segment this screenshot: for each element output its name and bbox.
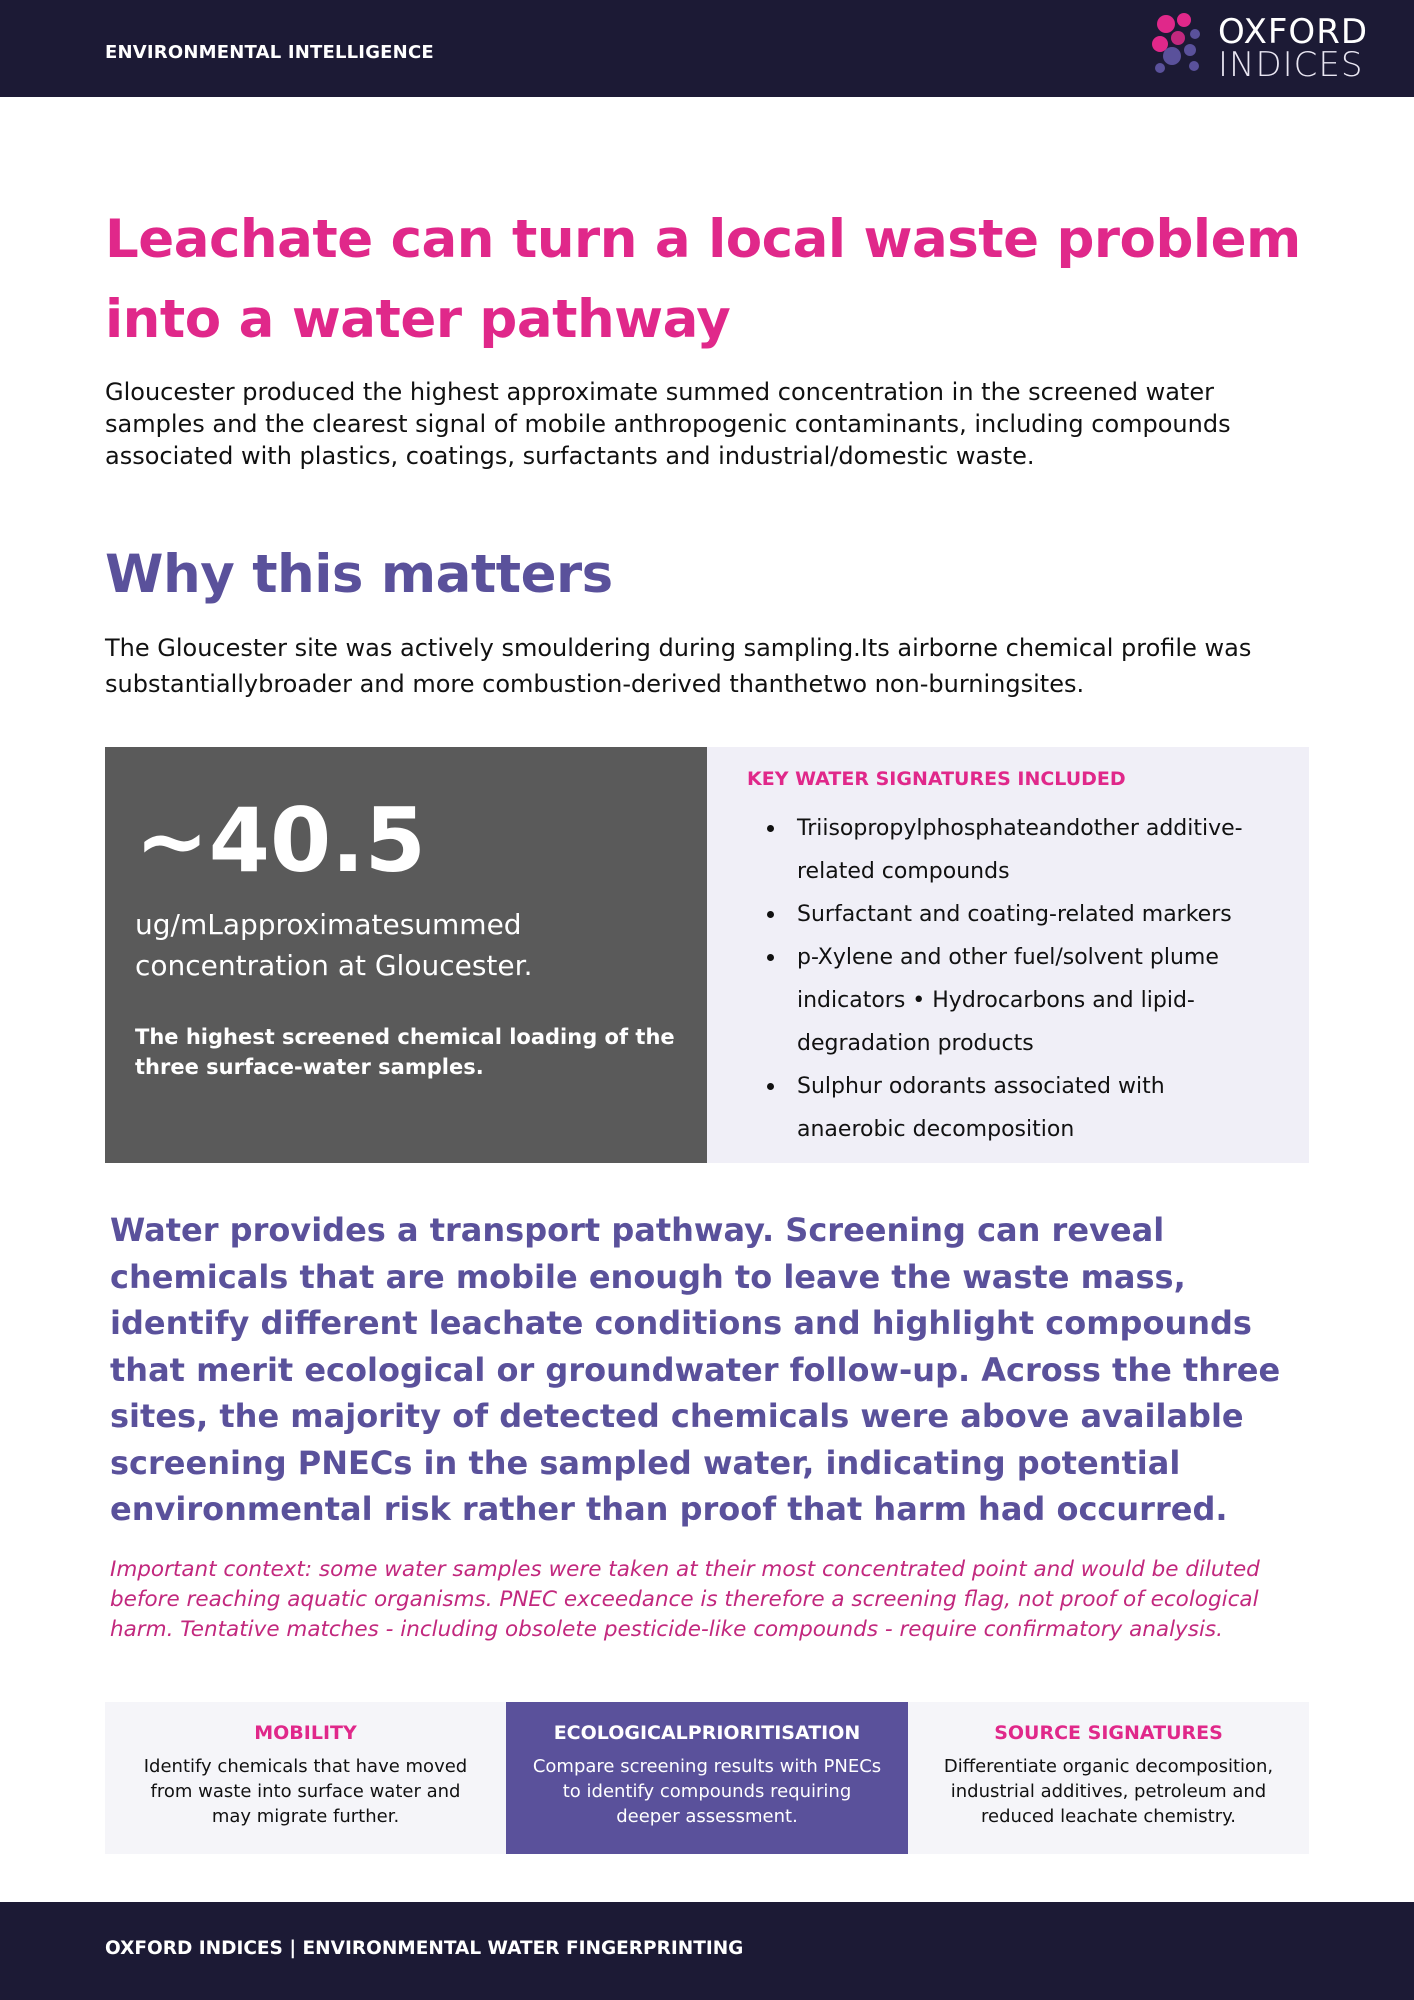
card-title: SOURCE SIGNATURES (994, 1722, 1223, 1744)
signatures-heading: KEY WATER SIGNATURES INCLUDED (747, 768, 1126, 790)
stat-note: The highest screened chemical loading of the three surface-water samples. (135, 1025, 675, 1079)
feature-cards (105, 1702, 1309, 1854)
card-title: MOBILITY (254, 1722, 357, 1744)
intro-paragraph: Gloucester produced the highest approximate summed concentration in the screened water samples and the clearest signal of mobile anthropogenic contaminants, including compounds associated with plastics, coatings, surfactants and industrial/domestic waste. (105, 378, 1231, 470)
list-item: p-Xylene and other fuel/solvent plume indicators • Hydrocarbons and lipid-degradation products (797, 936, 1277, 1065)
card-text: Compare screening results with PNECs to identify compounds requiring deeper assessment. (532, 1756, 882, 1827)
signatures-list (747, 807, 1277, 1151)
logo-wordmark-line1: OXFORD (1218, 12, 1369, 52)
card-source-signatures (908, 1702, 1309, 1854)
card-mobility (105, 1702, 506, 1854)
card-text: Identify chemicals that have moved from waste into surface water and may migrate further. (143, 1756, 468, 1827)
card-ecological-prioritisation (506, 1702, 908, 1854)
pull-quote: Water provides a transport pathway. Screening can reveal chemicals that are mobile enough to leave the waste mass, identify different leachate conditions and highlight compounds that merit ecological or groundwater follow-up. Across the three sites, the majority of detected chemicals were above available screening PNECs in the sampled water, indicating potential environmental risk rather than proof that harm had occurred. (110, 1211, 1281, 1528)
why-heading: Why this matters (105, 544, 613, 605)
card-title: ECOLOGICALPRIORITISATION (553, 1722, 861, 1744)
card-text: Differentiate organic decomposition, industrial additives, petroleum and reduced leachate chemistry. (943, 1756, 1274, 1827)
list-item: Triisopropylphosphateandother additive-related compounds (797, 807, 1277, 893)
footer-label: OXFORD INDICES | ENVIRONMENTAL WATER FINGERPRINTING (105, 1938, 744, 1959)
header-label: ENVIRONMENTAL INTELLIGENCE (105, 42, 434, 63)
stat-value: ~40.5 (135, 789, 426, 892)
page-footer (0, 1902, 1414, 2000)
signatures-panel (707, 747, 1309, 1163)
logo-wordmark-line2: INDICES (1218, 45, 1364, 85)
page-header (0, 0, 1414, 97)
oxford-indices-logo[interactable] (1150, 12, 1400, 85)
logo-bubbles-icon (1150, 12, 1220, 82)
stat-panel (105, 747, 707, 1163)
list-item: Sulphur odorants associated with anaerobic decomposition (797, 1065, 1277, 1151)
stat-unit: ug/mLapproximatesummed concentration at Gloucester. (135, 908, 533, 982)
context-note: Important context: some water samples were taken at their most concentrated point and would be diluted before reaching aquatic organisms. PNEC exceedance is therefore a screening flag, not proof of ecological harm. Tentative matches - including obsolete pesticide-like compounds - require confirmatory analysis. (110, 1557, 1260, 1642)
list-item: Surfactant and coating-related markers (797, 893, 1277, 936)
why-body: The Gloucester site was actively smouldering during sampling.Its airborne chemical profile was substantiallybroader and more combustion-derived thanthetwo non-burningsites. (105, 634, 1252, 698)
page-title: Leachate can turn a local waste problem into a water pathway (105, 209, 1301, 350)
